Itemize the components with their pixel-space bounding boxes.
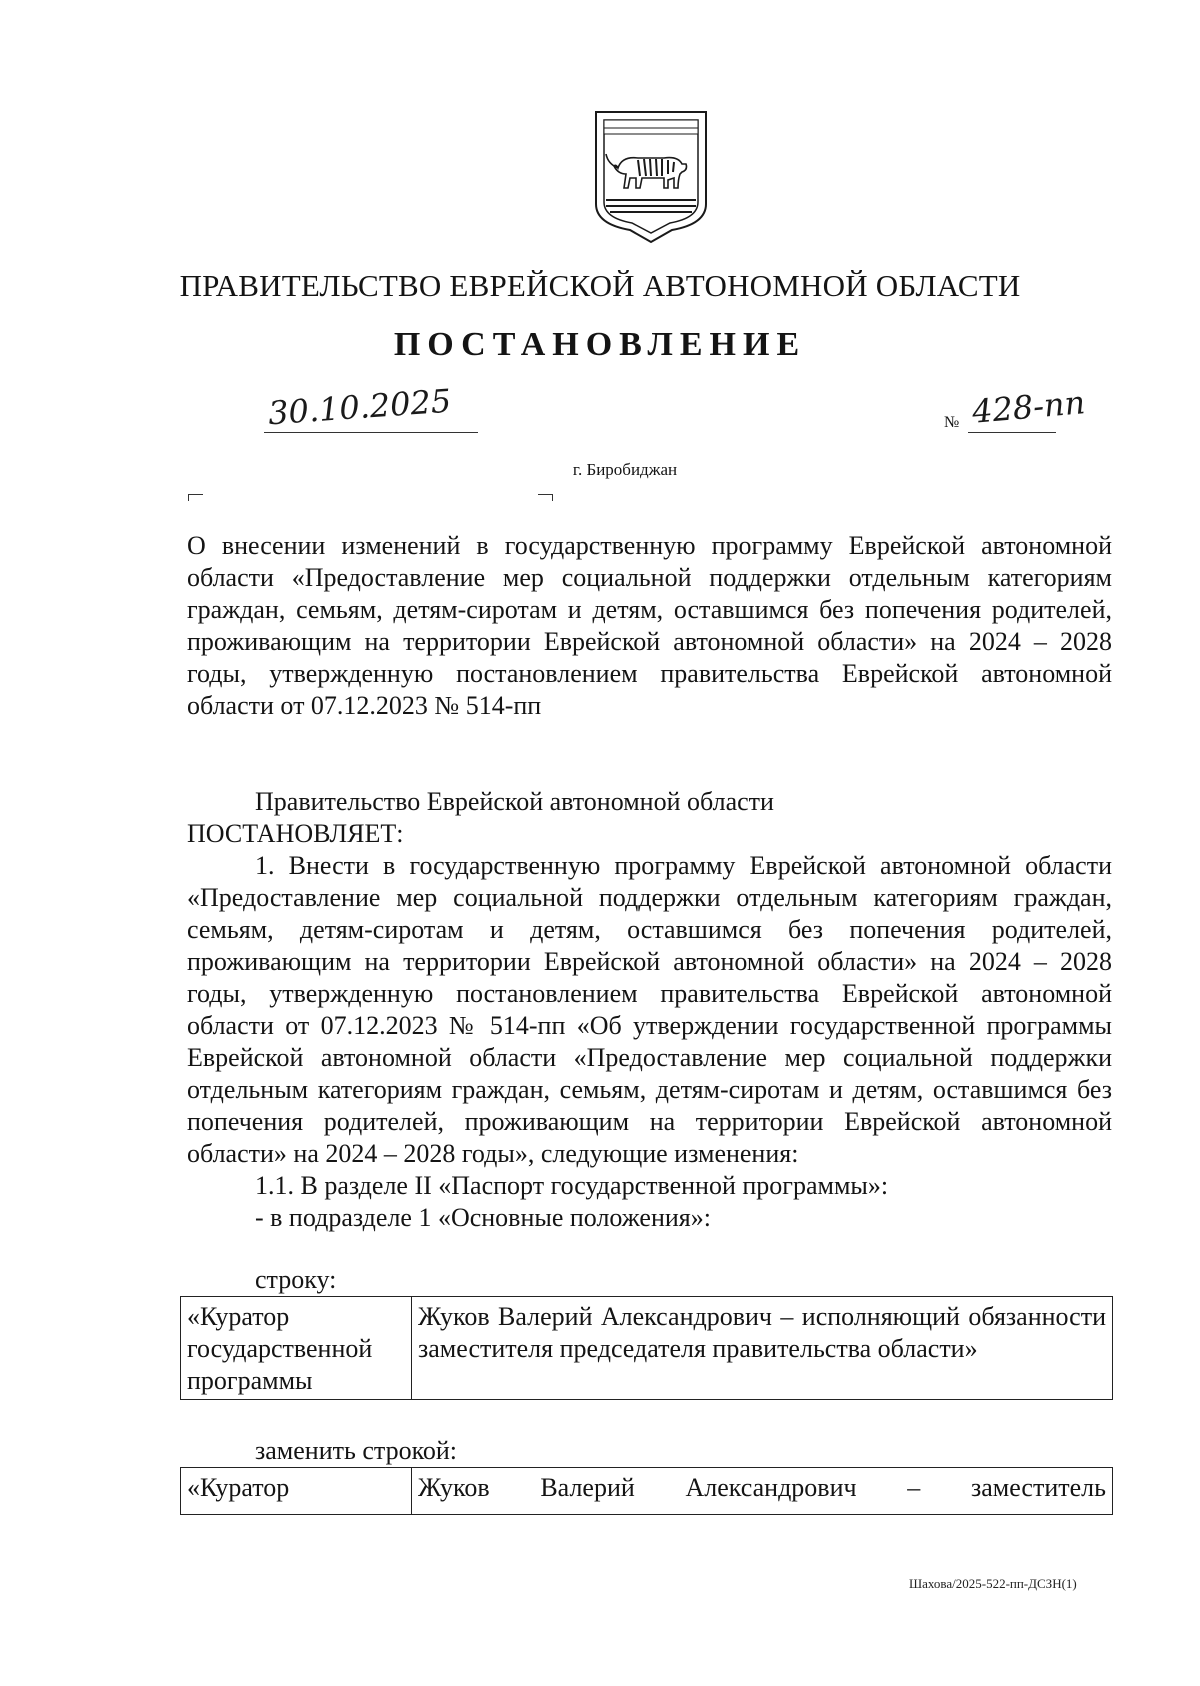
old-row-value: Жуков Валерий Александрович – исполняющий обязанности заместителя председателя правительства области» [412, 1297, 1113, 1400]
replace-word: заменить строкой: [255, 1436, 458, 1465]
new-row-word: Жуков [418, 1473, 490, 1502]
handwritten-date: 30.10.2025 [266, 381, 453, 433]
decree-word: ПОСТАНОВЛЯЕТ: [187, 819, 404, 848]
new-row-table [180, 1467, 1113, 1515]
date-underline [264, 432, 478, 433]
line-word: строку: [255, 1265, 337, 1294]
handwritten-number: 428-пп [970, 383, 1087, 431]
subject-bracket-left [188, 494, 203, 501]
table-row [181, 1468, 1113, 1515]
new-row-label: «Куратор [181, 1468, 412, 1515]
footer-document-code: Шахова/2025-522-пп-ДСЗН(1) [909, 1576, 1077, 1591]
government-name: ПРАВИТЕЛЬСТВО ЕВРЕЙСКОЙ АВТОНОМНОЙ ОБЛАСТИ [179, 268, 1021, 303]
table-row [181, 1297, 1113, 1400]
number-underline [968, 432, 1056, 433]
old-row-table [180, 1296, 1113, 1400]
new-row-word: Валерий [540, 1473, 635, 1502]
old-row-label: «Куратор государственной программы [181, 1297, 412, 1400]
number-label: № [944, 414, 960, 431]
body-item-1-1: 1.1. В разделе II «Паспорт государственной программы»: [255, 1171, 889, 1200]
body-intro: Правительство Еврейской автономной области [255, 787, 774, 816]
body-item-1: 1. Внести в государственную программу Еврейской автономной области «Предоставление мер социальной поддержки отдельным категориям граждан, семьям, детям-сиротам и детям, оставшимся без попечения родителей, проживающим на территории Еврейской автономной области» на 2024 – 2028 годы, утвержденную постановлением правительства Еврейской автономной области от 07.12.2023 № 514-пп «Об утверждении государственной программы Еврейской автономной области «Предоставление мер социальной поддержки отдельным категориям граждан, семьям, детям-сиротам и детям, оставшимся без попечения родителей, проживающим на территории Еврейской автономной области» на 2024 – 2028 годы», следующие изменения: [187, 851, 1112, 1168]
document-subject: О внесении изменений в государственную программу Еврейской автономной области «Предоставление мер социальной поддержки отдельным категориям граждан, семьям, детям-сиротам и детям, оставшимся без попечения родителей, проживающим на территории Еврейской автономной области» на 2024 – 2028 годы, утвержденную постановлением правительства Еврейской автономной области от 07.12.2023 № 514-пп [187, 531, 1112, 720]
new-row-word: – [907, 1473, 921, 1502]
new-row-words [418, 1472, 1106, 1504]
new-row-word: заместитель [970, 1473, 1106, 1502]
new-row-word: Александрович [685, 1473, 857, 1502]
city-name: г. Биробиджан [572, 460, 678, 479]
new-row-value [412, 1468, 1113, 1515]
body-sub-item: - в подразделе 1 «Основные положения»: [255, 1203, 711, 1232]
coat-of-arms-tiger-icon [592, 108, 710, 246]
document-body [187, 786, 1112, 1234]
subject-bracket-right [538, 494, 553, 501]
document-type-title: ПОСТАНОВЛЕНИЕ [393, 326, 807, 363]
